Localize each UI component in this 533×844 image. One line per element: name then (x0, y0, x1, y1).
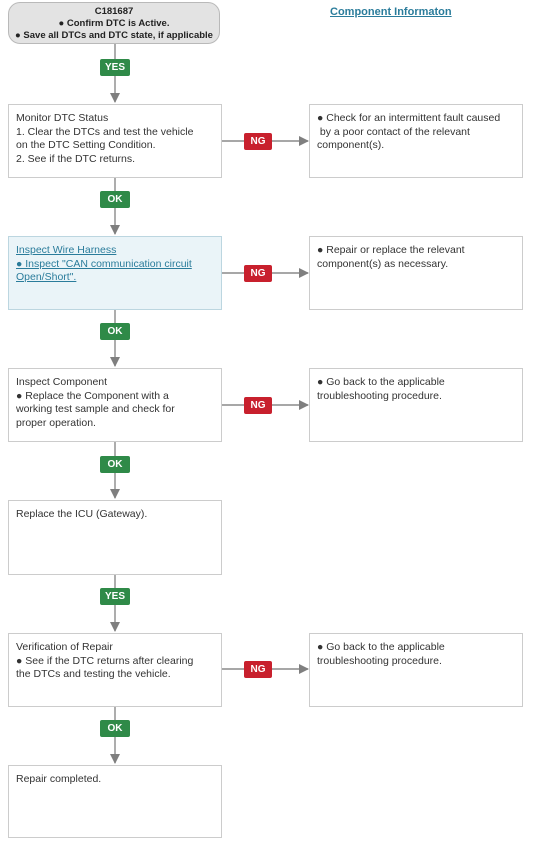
yes-badge-1: YES (100, 59, 130, 76)
component-information-link[interactable]: Component Informaton (330, 6, 452, 18)
step-line: ● Replace the Component with a (16, 389, 169, 402)
step-title: Repair completed. (16, 773, 102, 785)
ng-action-line: troubleshooting procedure. (317, 654, 442, 667)
inspect-wire-harness-link[interactable]: Inspect Wire Harness (16, 244, 117, 256)
ok-badge-1: OK (100, 191, 130, 208)
step-line: 1. Clear the DTCs and test the vehicle (16, 125, 194, 138)
step-monitor-dtc-status (8, 104, 222, 178)
ng-action-line: component(s). (317, 139, 385, 151)
ng-action-go-back-1 (309, 368, 523, 442)
step-title: Verification of Repair (16, 641, 113, 653)
step-line: proper operation. (16, 416, 96, 429)
step-line: 2. See if the DTC returns. (16, 152, 136, 165)
step-line: the DTCs and testing the vehicle. (16, 668, 171, 680)
step-line: working test sample and check for (16, 403, 175, 415)
ng-badge-1: NG (244, 133, 272, 150)
ok-badge-2: OK (100, 323, 130, 340)
step-title: Inspect Component (16, 376, 108, 388)
ng-action-line: troubleshooting procedure. (317, 389, 442, 402)
dtc-code: C181687 (94, 6, 134, 17)
step-title: Replace the ICU (Gateway). (16, 508, 148, 520)
ng-badge-3: NG (244, 397, 272, 414)
step-title: Monitor DTC Status (16, 112, 109, 124)
ng-action-line: ● Go back to the applicable (317, 376, 445, 388)
ng-action-line: ● Check for an intermittent fault caused (317, 112, 501, 124)
ng-action-intermittent-fault (309, 104, 523, 178)
ok-badge-4: OK (100, 720, 130, 737)
yes-badge-2: YES (100, 588, 130, 605)
start-line-1: ● Confirm DTC is Active. (58, 18, 170, 29)
ng-action-line: component(s) as necessary. (317, 257, 449, 270)
step-line: ● See if the DTC returns after clearing (16, 654, 194, 667)
step-inspect-component (8, 368, 222, 442)
step-repair-completed (8, 765, 222, 838)
step-replace-icu (8, 500, 222, 575)
start-line-2: ● Save all DTCs and DTC state, if applicable (15, 30, 213, 41)
ng-action-line: ● Go back to the applicable (317, 641, 445, 653)
start-node (8, 2, 220, 44)
ng-action-repair-replace (309, 236, 523, 310)
ng-action-go-back-2 (309, 633, 523, 707)
ng-action-line: by a poor contact of the relevant (317, 125, 470, 138)
step-line: on the DTC Setting Condition. (16, 139, 156, 151)
can-circuit-link[interactable]: ● Inspect "CAN communication circuit (16, 257, 192, 270)
ng-badge-2: NG (244, 265, 272, 282)
can-circuit-link-cont[interactable]: Open/Short". (16, 271, 77, 283)
step-verification-of-repair (8, 633, 222, 707)
step-inspect-wire-harness[interactable] (8, 236, 222, 310)
ng-action-line: ● Repair or replace the relevant (317, 244, 465, 256)
ok-badge-3: OK (100, 456, 130, 473)
ng-badge-4: NG (244, 661, 272, 678)
